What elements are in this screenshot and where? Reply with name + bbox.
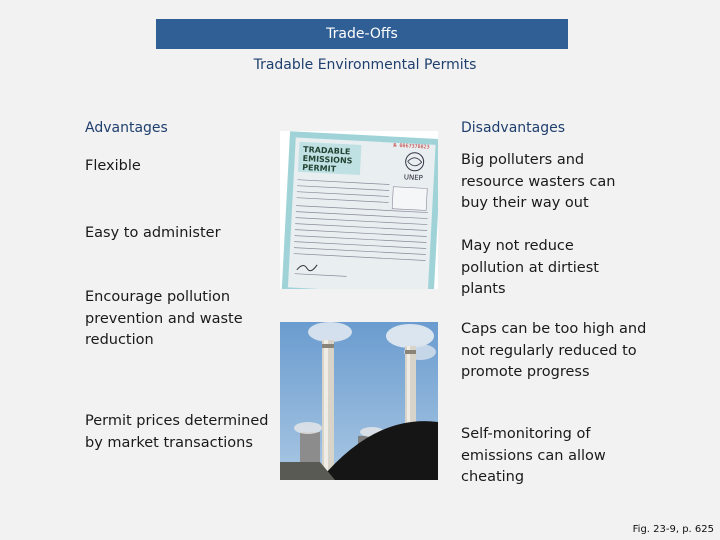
disadvantage-item: May not reduce pollution at dirtiest plants: [461, 238, 599, 297]
permit-heading-1: TRADABLE: [302, 144, 351, 157]
advantage-item: Easy to administer: [85, 225, 221, 241]
unep-logo-text: UNEP: [403, 173, 424, 183]
slide-subtitle: Tradable Environmental Permits: [253, 57, 477, 73]
disadvantages-heading: Disadvantages: [461, 120, 566, 136]
disadvantage-item: Self-monitoring of emissions can allow cheating: [461, 426, 606, 485]
disadvantage-item: Caps can be too high and not regularly reduced to promote progress: [461, 321, 647, 380]
permit-heading-2: EMISSIONS: [302, 153, 353, 166]
disadvantage-item: Big polluters and resource wasters can buy their way out: [461, 152, 616, 211]
advantage-item: Flexible: [85, 158, 141, 174]
smokestacks-image: [280, 322, 438, 480]
emissions-permit-image: [280, 131, 438, 289]
advantage-item: Permit prices determined by market transactions: [85, 413, 269, 451]
permit-heading-3: PERMIT: [301, 162, 337, 174]
figure-caption: Fig. 23-9, p. 625: [632, 524, 714, 535]
advantages-heading: Advantages: [85, 120, 168, 136]
advantage-item: Encourage pollution prevention and waste reduction: [85, 289, 243, 348]
permit-serial: № 0067378823: [393, 142, 430, 151]
slide-title: Trade-Offs: [156, 19, 568, 49]
